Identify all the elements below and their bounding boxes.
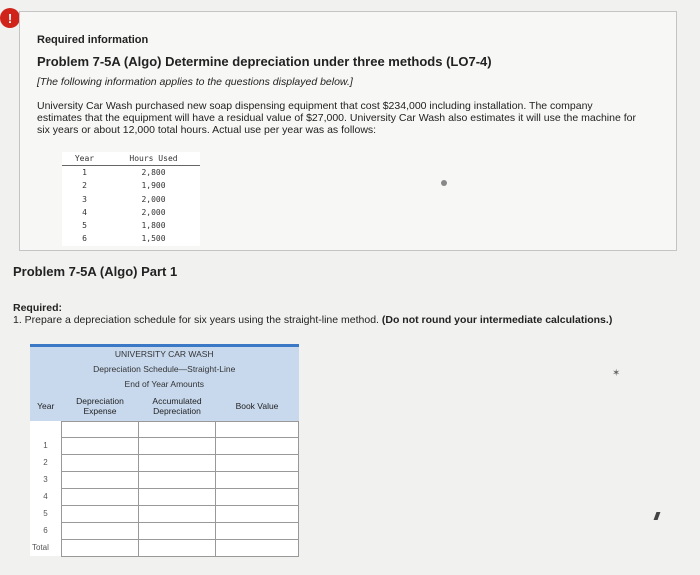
book-value-input[interactable] xyxy=(216,471,299,488)
book-value-field[interactable] xyxy=(216,523,298,539)
schedule-year-label: 3 xyxy=(30,471,62,488)
column-header-year: Year xyxy=(30,391,62,421)
problem-info-box xyxy=(19,11,677,251)
table-row-total xyxy=(30,539,299,556)
hours-cell: 2,800 xyxy=(141,168,166,178)
accumulated-depreciation-input[interactable] xyxy=(139,505,216,522)
expense-field[interactable] xyxy=(62,438,138,454)
depreciation-expense-input[interactable] xyxy=(62,522,139,539)
hours-table-header-year: Year xyxy=(62,152,107,166)
schedule-subtitle: Depreciation Schedule—Straight-Line xyxy=(30,361,299,377)
schedule-year-label: 6 xyxy=(30,522,62,539)
accumulated-depreciation-input[interactable] xyxy=(139,488,216,505)
depreciation-expense-input[interactable] xyxy=(62,471,139,488)
part-title: Problem 7-5A (Algo) Part 1 xyxy=(13,264,178,279)
column-header-accumulated-depreciation xyxy=(139,391,216,421)
book-value-input[interactable] xyxy=(216,505,299,522)
table-row xyxy=(62,166,200,180)
total-book-value-cell xyxy=(216,539,299,556)
cursor-dot xyxy=(441,180,447,186)
accumulated-field[interactable] xyxy=(139,506,215,522)
column-header-depreciation-expense xyxy=(62,391,139,421)
total-expense-input[interactable] xyxy=(62,539,139,556)
hours-cell: 2,000 xyxy=(141,207,166,217)
accumulated-field[interactable] xyxy=(139,489,215,505)
schedule-year-label: 1 xyxy=(30,437,62,454)
problem-description: University Car Wash purchased new soap dispensing equipment that cost $234,000 including installation. The company estimates that the equipment will have a residual value of $27,000. University Car Wash also estimates it will use the machine for six years or about 12,000 total hours. Actual use per year was as follows: xyxy=(37,100,636,136)
accumulated-depreciation-input[interactable] xyxy=(139,471,216,488)
depreciation-expense-input[interactable] xyxy=(62,437,139,454)
table-row xyxy=(62,180,200,193)
total-label: Total xyxy=(30,539,62,556)
required-label: Required: xyxy=(13,302,63,314)
book-value-input[interactable] xyxy=(216,488,299,505)
table-row xyxy=(30,471,299,488)
instruction-main: 1. Prepare a depreciation schedule for six years using the straight-line method. xyxy=(13,314,379,326)
schedule-period: End of Year Amounts xyxy=(30,377,299,391)
year-cell: 4 xyxy=(82,207,87,217)
beginning-book-value-field[interactable] xyxy=(216,422,298,437)
year-cell: 1 xyxy=(82,168,87,178)
book-value-field[interactable] xyxy=(216,472,298,488)
accumulated-depreciation-input[interactable] xyxy=(139,454,216,471)
schedule-company: UNIVERSITY CAR WASH xyxy=(30,346,299,362)
book-value-field[interactable] xyxy=(216,489,298,505)
year-cell: 2 xyxy=(82,181,87,191)
schedule-year-label: 4 xyxy=(30,488,62,505)
accum-header-line-1: Accumulated xyxy=(152,395,202,406)
expense-field[interactable] xyxy=(62,523,138,539)
applies-note: [The following information applies to the questions displayed below.] xyxy=(37,76,353,88)
table-row xyxy=(30,437,299,454)
schedule-year-label: 5 xyxy=(30,505,62,522)
table-row xyxy=(30,488,299,505)
expense-header-line-1: Depreciation xyxy=(76,395,124,406)
depreciation-schedule xyxy=(30,344,299,557)
book-value-input[interactable] xyxy=(216,437,299,454)
table-row xyxy=(30,522,299,539)
instruction-text xyxy=(13,314,612,326)
expense-field[interactable] xyxy=(62,506,138,522)
hours-cell: 1,500 xyxy=(141,234,166,244)
table-row xyxy=(30,505,299,522)
table-row xyxy=(62,193,200,206)
schedule-year-label: 2 xyxy=(30,454,62,471)
table-row xyxy=(62,219,200,232)
accumulated-depreciation-input[interactable] xyxy=(139,437,216,454)
book-value-input[interactable] xyxy=(216,454,299,471)
book-value-input[interactable] xyxy=(216,522,299,539)
book-value-field[interactable] xyxy=(216,506,298,522)
header-blank-cell xyxy=(30,421,62,437)
expense-field[interactable] xyxy=(62,455,138,471)
depreciation-expense-input[interactable] xyxy=(62,505,139,522)
year-cell: 3 xyxy=(82,194,87,204)
year-cell: 6 xyxy=(82,234,87,244)
table-row xyxy=(62,233,200,246)
required-information-heading: Required information xyxy=(37,34,149,46)
alert-icon: ! xyxy=(0,8,20,28)
beginning-book-value-input[interactable] xyxy=(216,421,299,437)
accumulated-field[interactable] xyxy=(139,472,215,488)
beginning-accumulated-cell xyxy=(139,421,216,437)
year-cell: 5 xyxy=(82,221,87,231)
depreciation-expense-input[interactable] xyxy=(62,454,139,471)
hours-table-header-hours: Hours Used xyxy=(107,152,200,166)
column-header-book-value: Book Value xyxy=(216,391,299,421)
table-row xyxy=(62,206,200,219)
hours-cell: 2,000 xyxy=(141,194,166,204)
book-value-field[interactable] xyxy=(216,455,298,471)
accumulated-field[interactable] xyxy=(139,523,215,539)
total-expense-field[interactable] xyxy=(62,540,138,556)
hours-used-table xyxy=(62,152,200,246)
accum-header-line-2: Depreciation xyxy=(153,405,201,416)
hours-cell: 1,800 xyxy=(141,221,166,231)
expense-field[interactable] xyxy=(62,489,138,505)
book-value-field[interactable] xyxy=(216,438,298,454)
expense-field[interactable] xyxy=(62,472,138,488)
problem-title: Problem 7-5A (Algo) Determine depreciation under three methods (LO7-4) xyxy=(37,54,492,69)
hours-cell: 1,900 xyxy=(141,181,166,191)
beginning-expense-cell xyxy=(62,421,139,437)
accumulated-field[interactable] xyxy=(139,455,215,471)
pen-mark xyxy=(654,512,661,520)
accumulated-field[interactable] xyxy=(139,438,215,454)
table-row xyxy=(30,454,299,471)
accumulated-depreciation-input[interactable] xyxy=(139,522,216,539)
instruction-note: (Do not round your intermediate calculations.) xyxy=(381,314,613,326)
total-accumulated-cell xyxy=(139,539,216,556)
expense-header-line-2: Expense xyxy=(83,405,117,416)
scribble-mark: ✶ xyxy=(612,368,621,379)
depreciation-expense-input[interactable] xyxy=(62,488,139,505)
